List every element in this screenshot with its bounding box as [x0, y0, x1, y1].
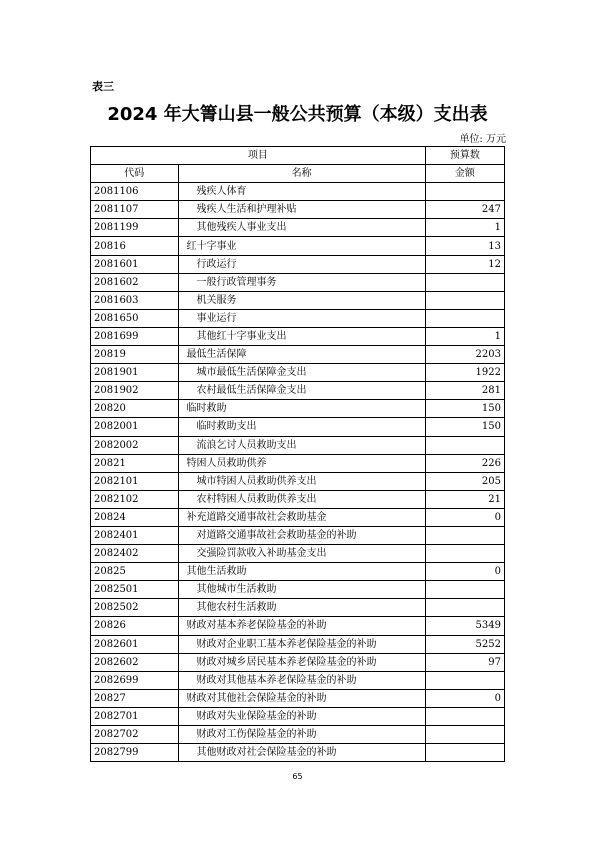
- unit-label: 单位: 万元: [459, 134, 506, 145]
- row-amount: 0: [425, 563, 504, 581]
- table-row: [91, 653, 505, 671]
- row-name: 对道路交通事故社会救助基金的补助: [178, 526, 425, 544]
- row-name: 其他财政对社会保险基金的补助: [178, 744, 425, 762]
- row-code: 2082401: [91, 526, 179, 544]
- row-amount: [425, 599, 504, 617]
- table-row: [91, 309, 505, 327]
- row-amount: 247: [425, 201, 504, 219]
- table-row: [91, 726, 505, 744]
- row-amount: 13: [425, 237, 504, 255]
- row-amount: 150: [425, 418, 504, 436]
- header-row-columns: [91, 165, 505, 183]
- row-code: 20826: [91, 617, 179, 635]
- row-name: 财政对工伤保险基金的补助: [178, 726, 425, 744]
- row-name: 农村最低生活保障金支出: [178, 382, 425, 400]
- row-code: 2081601: [91, 255, 179, 273]
- row-name: 城市特困人员救助供养支出: [178, 472, 425, 490]
- row-code: 2081602: [91, 273, 179, 291]
- page-title: 2024 年大箐山县一般公共预算（本级）支出表: [107, 104, 488, 125]
- row-amount: 0: [425, 689, 504, 707]
- table-row: [91, 346, 505, 364]
- row-amount: [425, 183, 504, 201]
- row-code: 2082602: [91, 653, 179, 671]
- header-budget: 预算数: [425, 147, 504, 165]
- table-row: [91, 508, 505, 526]
- table-row: [91, 545, 505, 563]
- row-name: 财政对城乡居民基本养老保险基金的补助: [178, 653, 425, 671]
- row-code: 20816: [91, 237, 179, 255]
- header-amount: 金额: [425, 165, 504, 183]
- table-row: [91, 563, 505, 581]
- row-name: 财政对企业职工基本养老保险基金的补助: [178, 635, 425, 653]
- table-row: [91, 581, 505, 599]
- table-row: [91, 671, 505, 689]
- row-amount: 5252: [425, 635, 504, 653]
- row-code: 20824: [91, 508, 179, 526]
- row-name: 最低生活保障: [178, 346, 425, 364]
- row-name: 红十字事业: [178, 237, 425, 255]
- row-name: 其他生活救助: [178, 563, 425, 581]
- row-name: 交强险罚款收入补助基金支出: [178, 545, 425, 563]
- row-name: 财政对其他基本养老保险基金的补助: [178, 671, 425, 689]
- table-row: [91, 454, 505, 472]
- table-row: [91, 382, 505, 400]
- header-name: 名称: [178, 165, 425, 183]
- table-row: [91, 327, 505, 345]
- table-row: [91, 526, 505, 544]
- row-amount: [425, 436, 504, 454]
- row-name: 一般行政管理事务: [178, 273, 425, 291]
- row-amount: 281: [425, 382, 504, 400]
- row-amount: 1: [425, 327, 504, 345]
- row-code: 2082601: [91, 635, 179, 653]
- row-code: 20827: [91, 689, 179, 707]
- row-name: 残疾人体育: [178, 183, 425, 201]
- row-code: 2081901: [91, 364, 179, 382]
- row-amount: [425, 545, 504, 563]
- row-code: 2082102: [91, 490, 179, 508]
- row-code: 2081107: [91, 201, 179, 219]
- row-amount: 0: [425, 508, 504, 526]
- row-name: 补充道路交通事故社会救助基金: [178, 508, 425, 526]
- header-item: 项目: [91, 147, 426, 165]
- row-amount: [425, 744, 504, 762]
- row-name: 残疾人生活和护理补贴: [178, 201, 425, 219]
- row-name: 城市最低生活保障金支出: [178, 364, 425, 382]
- table-row: [91, 255, 505, 273]
- table-row: [91, 707, 505, 725]
- row-code: 2081106: [91, 183, 179, 201]
- table-row: [91, 201, 505, 219]
- row-code: 2082501: [91, 581, 179, 599]
- table-row: [91, 219, 505, 237]
- row-name: 农村特困人员救助供养支出: [178, 490, 425, 508]
- row-amount: [425, 581, 504, 599]
- row-amount: [425, 671, 504, 689]
- row-amount: 12: [425, 255, 504, 273]
- row-code: 2082002: [91, 436, 179, 454]
- table-row: [91, 400, 505, 418]
- row-amount: 205: [425, 472, 504, 490]
- row-code: 2082701: [91, 707, 179, 725]
- row-code: 2082402: [91, 545, 179, 563]
- table-row: [91, 237, 505, 255]
- budget-table: [90, 146, 505, 762]
- row-code: 2082699: [91, 671, 179, 689]
- row-code: 2081199: [91, 219, 179, 237]
- row-amount: 1: [425, 219, 504, 237]
- row-amount: 5349: [425, 617, 504, 635]
- row-name: 其他红十字事业支出: [178, 327, 425, 345]
- row-code: 2081699: [91, 327, 179, 345]
- row-amount: 150: [425, 400, 504, 418]
- table-row: [91, 291, 505, 309]
- row-amount: 97: [425, 653, 504, 671]
- table-row: [91, 273, 505, 291]
- row-code: 2082101: [91, 472, 179, 490]
- row-amount: [425, 726, 504, 744]
- row-code: 20825: [91, 563, 179, 581]
- row-name: 财政对失业保险基金的补助: [178, 707, 425, 725]
- table-label: 表三: [92, 80, 114, 93]
- table-row: [91, 418, 505, 436]
- row-name: 财政对其他社会保险基金的补助: [178, 689, 425, 707]
- row-code: 20821: [91, 454, 179, 472]
- row-amount: [425, 707, 504, 725]
- row-name: 财政对基本养老保险基金的补助: [178, 617, 425, 635]
- page-number: 65: [292, 772, 303, 781]
- table-row: [91, 599, 505, 617]
- row-code: 2082001: [91, 418, 179, 436]
- row-name: 流浪乞讨人员救助支出: [178, 436, 425, 454]
- table-row: [91, 472, 505, 490]
- row-code: 2082702: [91, 726, 179, 744]
- row-amount: [425, 309, 504, 327]
- table-row: [91, 744, 505, 762]
- table-row: [91, 689, 505, 707]
- row-code: 2081603: [91, 291, 179, 309]
- row-amount: 21: [425, 490, 504, 508]
- row-code: 2081650: [91, 309, 179, 327]
- table-row: [91, 436, 505, 454]
- row-code: 20819: [91, 346, 179, 364]
- row-name: 其他城市生活救助: [178, 581, 425, 599]
- row-name: 临时救助: [178, 400, 425, 418]
- table-row: [91, 617, 505, 635]
- row-code: 2082799: [91, 744, 179, 762]
- row-name: 行政运行: [178, 255, 425, 273]
- row-name: 机关服务: [178, 291, 425, 309]
- row-amount: 226: [425, 454, 504, 472]
- row-amount: 1922: [425, 364, 504, 382]
- row-amount: [425, 291, 504, 309]
- row-code: 2082502: [91, 599, 179, 617]
- row-name: 特困人员救助供养: [178, 454, 425, 472]
- table-row: [91, 364, 505, 382]
- row-code: 20820: [91, 400, 179, 418]
- row-code: 2081902: [91, 382, 179, 400]
- row-name: 临时救助支出: [178, 418, 425, 436]
- row-name: 其他残疾人事业支出: [178, 219, 425, 237]
- table-row: [91, 490, 505, 508]
- header-row-top: [91, 147, 505, 165]
- row-name: 事业运行: [178, 309, 425, 327]
- table-row: [91, 635, 505, 653]
- row-amount: 2203: [425, 346, 504, 364]
- row-amount: [425, 526, 504, 544]
- row-name: 其他农村生活救助: [178, 599, 425, 617]
- header-code: 代码: [91, 165, 179, 183]
- table-row: [91, 183, 505, 201]
- row-amount: [425, 273, 504, 291]
